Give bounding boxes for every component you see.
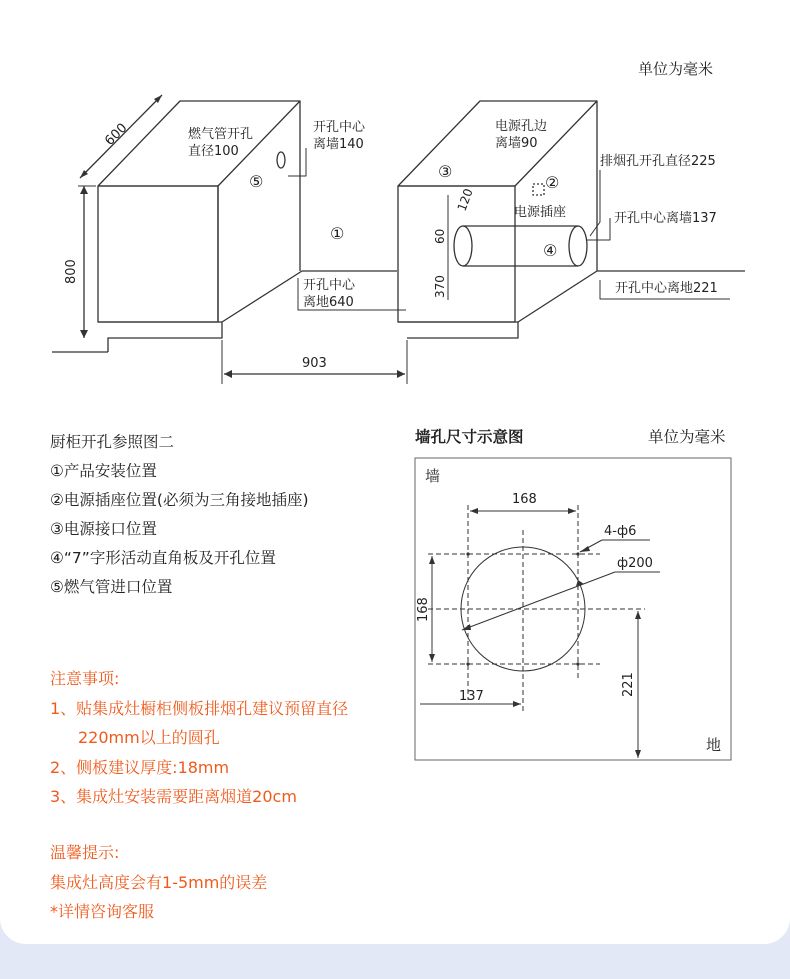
exhaust-floor-label: 开孔中心离地221 [615, 281, 718, 296]
floor-label: 地 [706, 736, 722, 754]
gas-label-2: 直径100 [188, 144, 239, 159]
exhaust-label: 排烟孔开孔直径225 [600, 154, 716, 169]
note-line-1: 1、贴集成灶橱柜侧板排烟孔建议预留直径 [50, 698, 349, 718]
floor-label-2: 离地640 [303, 295, 354, 310]
wall-unit-note: 单位为毫米 [648, 428, 726, 446]
dim-120-label: 120 [454, 186, 476, 214]
tips-line-1: 集成灶高度会有1-5mm的误差 [50, 872, 268, 892]
exhaust-wall-label: 开孔中心离墙137 [614, 211, 717, 226]
wall-diagram-title: 墙孔尺寸示意图 [415, 428, 524, 446]
dim-bottom-label: 137 [459, 689, 484, 704]
diameter-leader [462, 572, 615, 630]
power-label-2: 离墙90 [495, 136, 538, 151]
wall-label: 墙 [425, 467, 441, 485]
dim-370-label: 370 [433, 275, 447, 298]
dim-height-label: 800 [64, 259, 79, 284]
legend-item: ①产品安装位置 [50, 462, 157, 480]
legend-title: 厨柜开孔参照图二 [50, 433, 175, 451]
mount-hole [466, 552, 469, 555]
note-line-2: 2、侧板建议厚度:18mm [50, 757, 230, 777]
mount-hole [466, 662, 469, 665]
gas-hole-label-1: 开孔中心 [313, 120, 366, 135]
diameter-label: ф200 [617, 556, 653, 571]
dim-left-label: 168 [416, 597, 431, 622]
tips-section [50, 838, 267, 927]
marker-5: ⑤ [249, 172, 264, 191]
dim-width-label: 903 [302, 356, 327, 371]
socket-label: 电源插座 [514, 205, 567, 220]
dim-depth-label: 600 [102, 120, 131, 149]
marker-2: ② [545, 173, 560, 192]
notes-section [50, 664, 348, 812]
marker-4: ④ [543, 241, 558, 260]
holes-label: 4-ф6 [604, 524, 637, 539]
tips-line-2: *详情咨询客服 [50, 902, 155, 921]
legend-item: ②电源插座位置(必须为三角接地插座) [50, 491, 309, 509]
mount-hole [576, 552, 579, 555]
mount-hole [576, 662, 579, 665]
power-label-1: 电源孔边 [495, 119, 548, 134]
tips-title: 温馨提示: [50, 843, 120, 862]
gas-hole-label-2: 离墙140 [313, 137, 364, 152]
note-line-1b: 220mm以上的圆孔 [78, 728, 220, 747]
gas-label-1: 燃气管开孔 [188, 127, 254, 142]
unit-note: 单位为毫米 [638, 60, 714, 78]
notes-title: 注意事项: [50, 669, 120, 688]
legend-item: ③电源接口位置 [50, 520, 157, 538]
marker-3: ③ [438, 162, 453, 181]
legend-item: ④“7”字形活动直角板及开孔位置 [50, 549, 276, 567]
legend-item: ⑤燃气管进口位置 [50, 578, 173, 596]
note-line-3: 3、集成灶安装需要距离烟道20cm [50, 787, 297, 806]
dim-top-label: 168 [512, 492, 537, 507]
marker-1: ① [330, 224, 345, 243]
dim-right-label: 221 [621, 672, 636, 697]
floor-label-1: 开孔中心 [303, 278, 356, 293]
dim-60-label: 60 [433, 228, 447, 244]
